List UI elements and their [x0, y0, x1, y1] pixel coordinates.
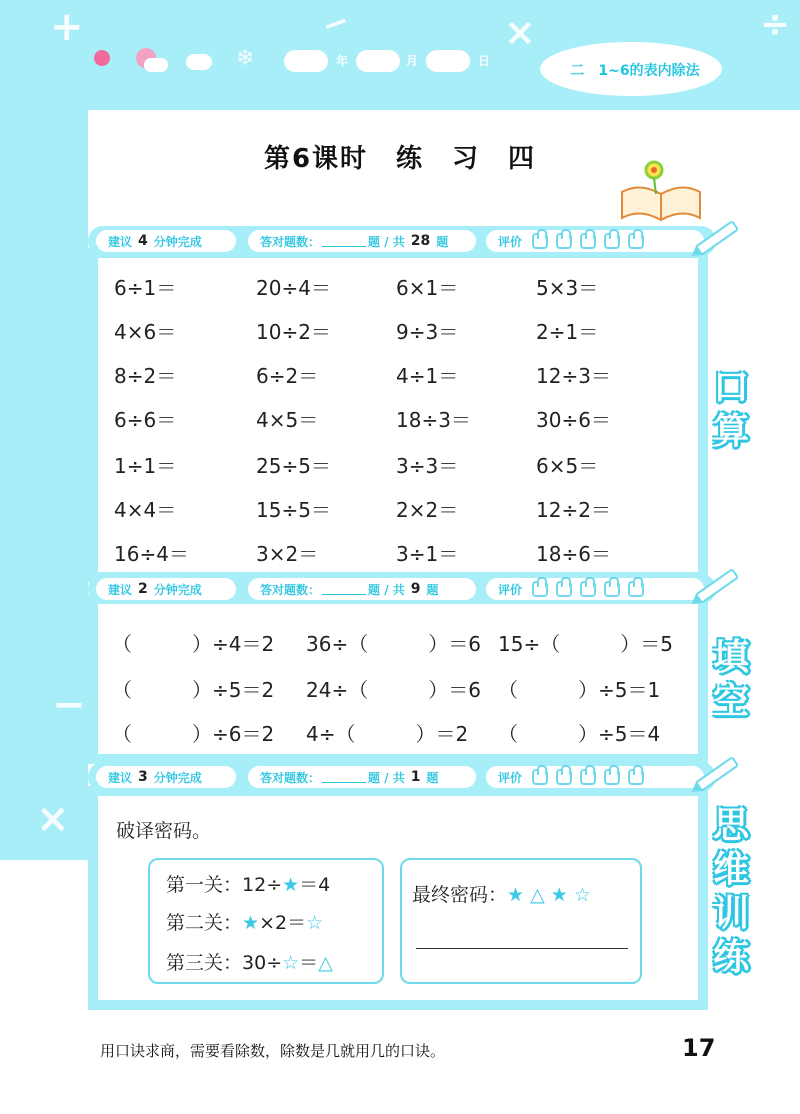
thumb-rating-icon[interactable] — [604, 233, 620, 249]
problem: 6×1＝ — [396, 276, 459, 300]
suggest-suffix: 分钟完成 — [153, 582, 202, 597]
answered-suffix: 题 — [426, 582, 439, 597]
solid-star-icon: ★ — [282, 874, 300, 896]
date-month-field[interactable] — [356, 50, 400, 72]
clue-text: 30÷ — [242, 952, 283, 974]
section-label-char: 算 — [712, 411, 749, 452]
thumb-rating-icon[interactable] — [580, 233, 596, 249]
problem: 4÷1＝ — [396, 364, 459, 388]
final-code-answer-field[interactable] — [416, 948, 628, 949]
problem: 18÷6＝ — [536, 542, 611, 566]
blank-problem[interactable]: （ ）÷5＝1 — [498, 678, 661, 702]
thumb-rating-icon[interactable] — [556, 769, 572, 785]
rating-pill — [486, 578, 704, 600]
suggest-time-pill — [96, 766, 236, 788]
triangle-icon: △ — [318, 952, 333, 974]
problem: 3÷3＝ — [396, 454, 459, 478]
problem: 25÷5＝ — [256, 454, 331, 478]
final-code-row — [412, 880, 591, 907]
clue-text: ＝4 — [299, 874, 331, 896]
left-margin-strip — [0, 110, 88, 860]
problem: 1÷1＝ — [114, 454, 177, 478]
problem: 4×6＝ — [114, 320, 177, 344]
thumb-rating-icon[interactable] — [556, 581, 572, 597]
answered-suffix: 题 — [426, 770, 439, 785]
open-book-icon — [616, 152, 706, 224]
problem: 20÷4＝ — [256, 276, 331, 300]
snow-weather-icon: ❄ — [236, 46, 255, 71]
thumb-rating-icon[interactable] — [604, 581, 620, 597]
rating-label: 评价 — [498, 770, 523, 785]
problem: 4×5＝ — [256, 408, 319, 432]
rating-label: 评价 — [498, 234, 523, 249]
plus-decoration-icon: + — [50, 4, 84, 50]
section3-info-bar — [88, 762, 716, 792]
final-code-symbols: ★ △ ★ ☆ — [507, 884, 591, 906]
section-label-char: 训 — [712, 893, 749, 934]
clue-label: 第二关： — [166, 912, 243, 934]
problem: 10÷2＝ — [256, 320, 331, 344]
hollow-star-icon: ☆ — [306, 912, 324, 934]
section-label-char: 思 — [712, 805, 749, 846]
score-pill — [248, 230, 476, 252]
page-number: 17 — [682, 1034, 716, 1062]
problem: 6÷6＝ — [114, 408, 177, 432]
section-label-char: 练 — [712, 937, 749, 978]
answered-mid: 题 / 共 — [368, 770, 405, 785]
problem: 6×5＝ — [536, 454, 599, 478]
rating-pill — [486, 766, 704, 788]
problem: 5×3＝ — [536, 276, 599, 300]
problem: 6÷1＝ — [114, 276, 177, 300]
answered-count-field[interactable] — [322, 583, 366, 595]
section-label-char: 口 — [712, 367, 749, 408]
problem: 9÷3＝ — [396, 320, 459, 344]
rating-label: 评价 — [498, 582, 523, 597]
section-label-oral-calc — [706, 366, 756, 454]
unit-title: 二 1~6的表内除法 — [570, 63, 700, 79]
score-pill — [248, 766, 476, 788]
answered-prefix: 答对题数： — [260, 770, 321, 785]
thumb-rating-icon[interactable] — [628, 581, 644, 597]
problem: 6÷2＝ — [256, 364, 319, 388]
clue-box — [148, 858, 384, 984]
suggest-prefix: 建议 — [108, 234, 133, 249]
thumb-rating-icon[interactable] — [532, 769, 548, 785]
hollow-star-icon: ☆ — [282, 952, 300, 974]
thumb-rating-icon[interactable] — [628, 233, 644, 249]
lesson-title: 第6课时 练 习 四 — [263, 144, 537, 174]
problem: 4×4＝ — [114, 498, 177, 522]
problem: 16÷4＝ — [114, 542, 189, 566]
blank-problem[interactable]: （ ）÷6＝2 — [112, 722, 275, 746]
suggest-time-pill — [96, 230, 236, 252]
suggest-prefix: 建议 — [108, 770, 133, 785]
divide-decoration-icon: ÷ — [760, 4, 791, 45]
blank-problem[interactable]: 4÷（ ）＝2 — [306, 722, 469, 746]
section-label-char: 填 — [712, 637, 749, 678]
section-label-fill-in — [706, 636, 756, 724]
suggest-time-pill — [96, 578, 236, 600]
clue-text: ×2＝ — [259, 912, 307, 934]
problem: 3÷1＝ — [396, 542, 459, 566]
blank-problem[interactable]: （ ）÷4＝2 — [112, 632, 275, 656]
thumb-rating-icon[interactable] — [532, 581, 548, 597]
thumb-rating-icon[interactable] — [580, 581, 596, 597]
clue-line-2 — [166, 908, 323, 935]
problem: 3×2＝ — [256, 542, 319, 566]
suggest-suffix: 分钟完成 — [153, 234, 202, 249]
problem: 2÷1＝ — [536, 320, 599, 344]
blank-problem[interactable]: （ ）÷5＝2 — [112, 678, 275, 702]
blank-problem[interactable]: 24÷（ ）＝6 — [306, 678, 481, 702]
suggest-minutes: 4 — [138, 233, 148, 249]
suggest-minutes: 3 — [138, 769, 148, 785]
times-decoration-icon: × — [504, 10, 536, 54]
final-code-box — [400, 858, 642, 984]
puzzle-prompt: 破译密码。 — [116, 820, 212, 842]
total-count: 9 — [410, 581, 421, 597]
problem: 8÷2＝ — [114, 364, 177, 388]
thumb-rating-icon[interactable] — [532, 233, 548, 249]
answered-suffix: 题 — [436, 234, 449, 249]
blank-problem[interactable]: 36÷（ ）＝6 — [306, 632, 481, 656]
suggest-prefix: 建议 — [108, 582, 133, 597]
suggest-suffix: 分钟完成 — [153, 770, 202, 785]
clue-label: 第三关： — [166, 952, 243, 974]
section1-info-bar — [88, 226, 716, 256]
day-label: 日 — [478, 54, 491, 68]
month-label: 月 — [406, 54, 419, 68]
section-label-char: 维 — [712, 849, 749, 890]
clue-text: 12÷ — [242, 874, 283, 896]
answered-mid: 题 / 共 — [368, 582, 405, 597]
problem: 12÷3＝ — [536, 364, 611, 388]
blank-problem[interactable]: （ ）÷5＝4 — [498, 722, 661, 746]
blank-problem[interactable]: 15÷（ ）＝5 — [498, 632, 673, 656]
answered-mid: 题 / 共 — [368, 234, 405, 249]
sun-weather-icon — [94, 50, 110, 66]
total-count: 1 — [410, 769, 421, 785]
total-count: 28 — [410, 233, 431, 249]
thumb-rating-icon[interactable] — [604, 769, 620, 785]
thumb-rating-icon[interactable] — [580, 769, 596, 785]
section-label-char: 空 — [712, 681, 749, 722]
problem: 2×2＝ — [396, 498, 459, 522]
answered-prefix: 答对题数： — [260, 582, 321, 597]
clue-line-1 — [166, 870, 330, 897]
section-label-thinking — [706, 804, 756, 980]
section2-info-bar — [88, 574, 716, 604]
suggest-minutes: 2 — [138, 581, 148, 597]
cloud-weather-icon — [144, 58, 168, 72]
final-code-label: 最终密码： — [412, 884, 508, 906]
clue-line-3 — [166, 948, 333, 975]
answered-count-field[interactable] — [322, 235, 366, 247]
footer-tip: 用口诀求商，需要看除数，除数是几就用几的口诀。 — [100, 1042, 446, 1060]
thumb-rating-icon[interactable] — [556, 233, 572, 249]
minus-decoration-icon: − — [52, 682, 86, 728]
answered-count-field[interactable] — [322, 771, 366, 783]
problem: 12÷2＝ — [536, 498, 611, 522]
year-label: 年 — [336, 54, 349, 68]
clue-text: ＝ — [299, 952, 319, 974]
date-year-field[interactable] — [284, 50, 328, 72]
problem: 30÷6＝ — [536, 408, 611, 432]
answered-prefix: 答对题数： — [260, 234, 321, 249]
date-day-field[interactable] — [426, 50, 470, 72]
clue-label: 第一关： — [166, 874, 243, 896]
times-decoration-icon: × — [36, 796, 70, 842]
rating-pill — [486, 230, 704, 252]
thumb-rating-icon[interactable] — [628, 769, 644, 785]
solid-star-icon: ★ — [242, 912, 260, 934]
problem: 15÷5＝ — [256, 498, 331, 522]
rain-weather-icon — [186, 54, 212, 70]
problem: 18÷3＝ — [396, 408, 471, 432]
score-pill — [248, 578, 476, 600]
minus-decoration-icon: − — [316, 0, 355, 46]
